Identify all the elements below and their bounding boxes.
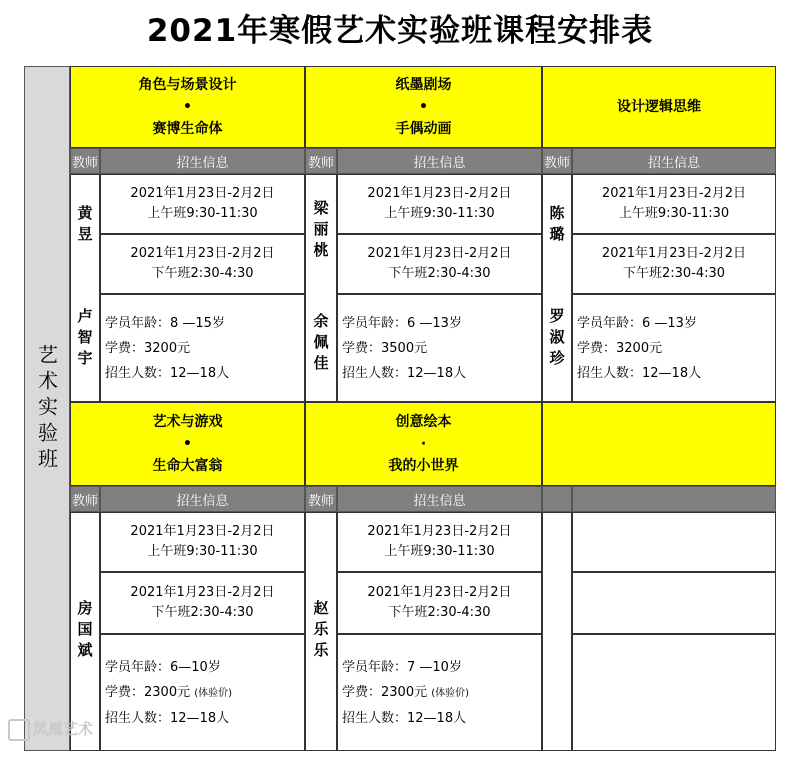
schedule-morning: [337, 174, 542, 234]
info-label: 招生信息: [337, 486, 542, 512]
teacher-name: 罗淑珍: [547, 307, 566, 371]
schedule-time: 下午班2:30-4:30: [151, 266, 254, 281]
teacher-name: 黄昱: [75, 205, 94, 248]
side-label: 艺术实验班: [34, 343, 59, 474]
student-age: 学员年龄：6 —13岁: [577, 315, 697, 331]
info-label: 招生信息: [572, 148, 776, 174]
watermark-logo-icon: [8, 719, 30, 741]
course-header-5: [305, 402, 542, 486]
tuition: 学费：3200元: [577, 340, 663, 356]
course-dot: •: [183, 436, 192, 452]
schedule-empty: [572, 512, 776, 572]
schedule-date: 2021年1月23日-2月2日: [130, 585, 275, 600]
teacher-column: [305, 174, 337, 402]
course-header-4: [70, 402, 305, 486]
schedule-time: 下午班2:30-4:30: [388, 605, 491, 620]
schedule-morning: [100, 512, 305, 572]
course-header-3: [542, 66, 776, 148]
student-age: 学员年龄：6—10岁: [105, 659, 221, 675]
schedule-empty: [572, 572, 776, 634]
enrollment-info: [100, 634, 305, 751]
enrollment-count: 招生人数：12—18人: [342, 710, 467, 726]
teacher-name: 房国斌: [75, 600, 94, 663]
teacher-column: [70, 174, 100, 402]
course-subtitle: 手偶动画: [395, 121, 452, 137]
schedule-time: 上午班9:30-11:30: [384, 544, 495, 559]
info-label: 招生信息: [100, 148, 305, 174]
enrollment-count: 招生人数：12—18人: [342, 365, 467, 381]
schedule-date: 2021年1月23日-2月2日: [130, 524, 275, 539]
trial-price-note: (体验价): [194, 687, 233, 699]
tuition: 学费：3200元: [105, 340, 191, 356]
teacher-name: 陈璐: [547, 205, 566, 248]
enrollment-info: [572, 294, 776, 402]
schedule-date: 2021年1月23日-2月2日: [130, 186, 275, 201]
teacher-label: 教师: [70, 148, 100, 174]
info-label: 招生信息: [100, 486, 305, 512]
watermark-text: 凤凰艺术: [33, 720, 94, 738]
tuition-line: [342, 680, 541, 706]
course-name: 设计逻辑思维: [617, 99, 701, 115]
teacher-name: 梁丽桃: [311, 200, 330, 263]
info-label-empty: [572, 486, 776, 512]
teacher-name: 卢智宇: [75, 307, 94, 371]
enrollment-info-empty: [572, 634, 776, 751]
enrollment-count: 招生人数：12—18人: [105, 710, 230, 726]
tuition: 学费：3500元: [342, 340, 428, 356]
side-label-column: [24, 66, 70, 751]
watermark: [8, 718, 93, 741]
course-name: 艺术与游戏: [152, 414, 223, 430]
enrollment-info: [337, 294, 542, 402]
teacher-column-empty: [542, 512, 572, 751]
schedule-morning: [337, 512, 542, 572]
course-header-1: [70, 66, 305, 148]
schedule-morning: [572, 174, 776, 234]
schedule-time: 上午班9:30-11:30: [147, 206, 258, 221]
enrollment-info: [100, 294, 305, 402]
enrollment-count: 招生人数：12—18人: [105, 365, 230, 381]
schedule-afternoon: [337, 234, 542, 294]
course-dot: ·: [420, 436, 427, 452]
course-name: 创意绘本: [395, 414, 452, 430]
schedule-time: 上午班9:30-11:30: [147, 544, 258, 559]
course-dot: •: [183, 99, 192, 115]
schedule-date: 2021年1月23日-2月2日: [367, 524, 512, 539]
student-age: 学员年龄：8 —15岁: [105, 315, 225, 331]
schedule-morning: [100, 174, 305, 234]
schedule-afternoon: [100, 234, 305, 294]
course-header-2: [305, 66, 542, 148]
schedule-afternoon: [100, 572, 305, 634]
schedule-date: 2021年1月23日-2月2日: [130, 246, 275, 261]
enrollment-count: 招生人数：12—18人: [577, 365, 702, 381]
trial-price-note: (体验价): [431, 687, 470, 699]
schedule-time: 下午班2:30-4:30: [622, 266, 726, 281]
course-name: 角色与场景设计: [138, 77, 237, 93]
teacher-column: [305, 512, 337, 751]
teacher-label-empty: [542, 486, 572, 512]
teacher-label: 教师: [305, 486, 337, 512]
schedule-afternoon: [572, 234, 776, 294]
schedule-date: 2021年1月23日-2月2日: [367, 246, 512, 261]
schedule-time: 上午班9:30-11:30: [384, 206, 495, 221]
course-name: 纸墨剧场: [395, 77, 452, 93]
teacher-label: 教师: [70, 486, 100, 512]
teacher-name: 赵乐乐: [311, 600, 330, 663]
schedule-date: 2021年1月23日-2月2日: [601, 186, 747, 201]
teacher-column: [542, 174, 572, 402]
info-label: 招生信息: [337, 148, 542, 174]
schedule-time: 下午班2:30-4:30: [151, 605, 254, 620]
schedule-date: 2021年1月23日-2月2日: [367, 186, 512, 201]
teacher-label: 教师: [305, 148, 337, 174]
teacher-column: [70, 512, 100, 751]
tuition: 学费：2300元: [105, 684, 191, 700]
tuition-line: [105, 680, 304, 706]
schedule-time: 上午班9:30-11:30: [618, 206, 730, 221]
teacher-name: 余佩佳: [311, 313, 330, 376]
student-age: 学员年龄：6 —13岁: [342, 315, 462, 331]
schedule-afternoon: [337, 572, 542, 634]
enrollment-info: [337, 634, 542, 751]
schedule-date: 2021年1月23日-2月2日: [601, 246, 747, 261]
course-subtitle: 生命大富翁: [152, 458, 223, 474]
schedule-date: 2021年1月23日-2月2日: [367, 585, 512, 600]
page-title: 2021年寒假艺术实验班课程安排表: [146, 13, 654, 49]
course-dot: •: [419, 99, 428, 115]
course-subtitle: 我的小世界: [388, 458, 459, 474]
tuition: 学费：2300元: [342, 684, 428, 700]
course-header-6-empty: [542, 402, 776, 486]
teacher-label: 教师: [542, 148, 572, 174]
student-age: 学员年龄：7 —10岁: [342, 659, 462, 675]
course-subtitle: 赛博生命体: [152, 121, 223, 137]
schedule-time: 下午班2:30-4:30: [388, 266, 491, 281]
